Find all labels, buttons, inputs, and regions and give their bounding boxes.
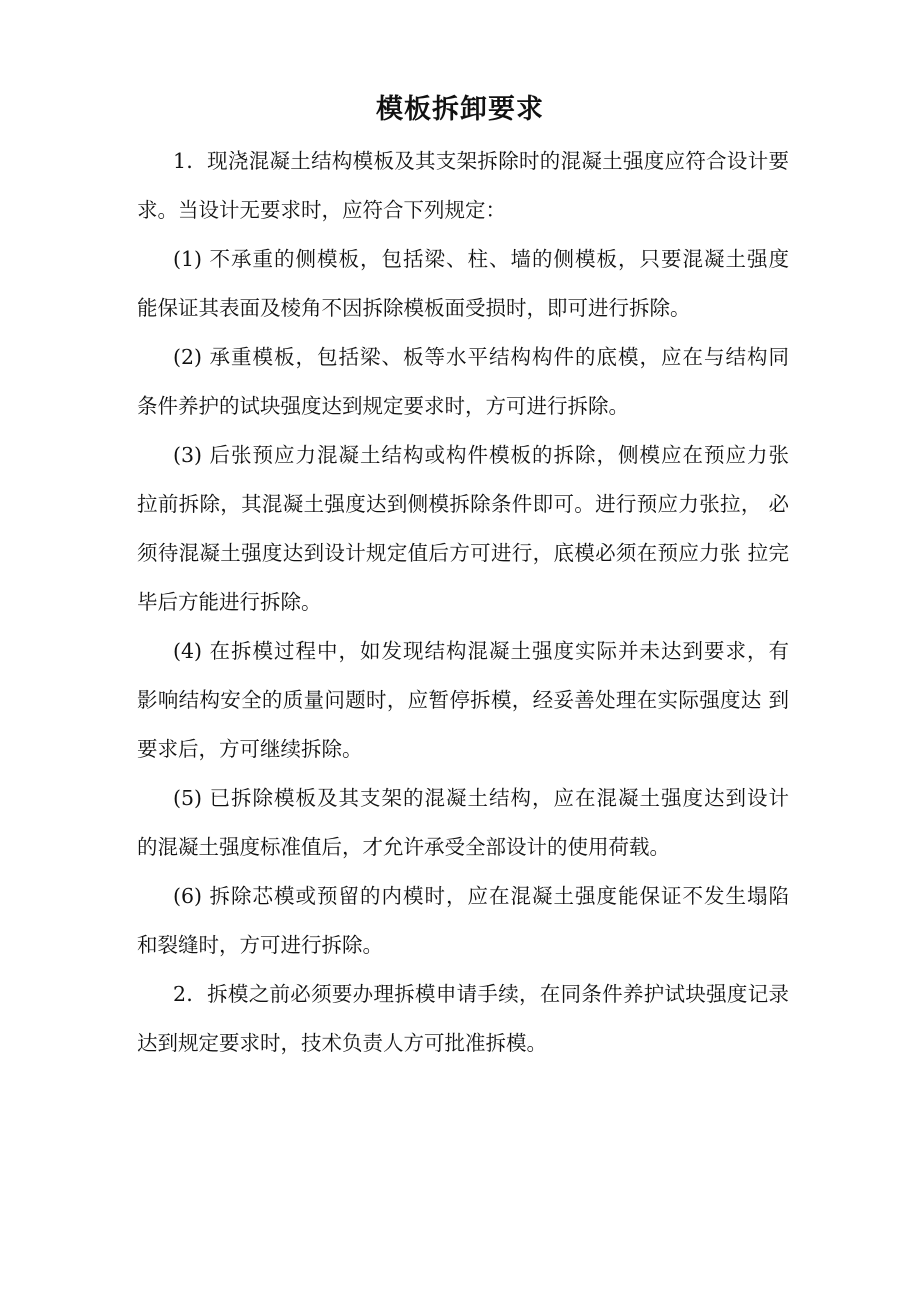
document-title: 模板拆卸要求: [376, 94, 544, 125]
paragraph-2: 2．拆模之前必须要办理拆模申请手续，在同条件养护试块强度记录达到规定要求时，技术负责人方可批准拆模。: [137, 982, 789, 1055]
paragraph-1: 1．现浇混凝土结构模板及其支架拆除时的混凝土强度应符合设计要求。当设计无要求时，应符合下列规定：: [137, 149, 789, 222]
document-body: [137, 137, 796, 1068]
paragraph-1-item-6: (6) 拆除芯模或预留的内模时，应在混凝土强度能保证不发生塌陷 和裂缝时，方可进行拆除。: [137, 884, 796, 957]
paragraph-1-item-5: (5) 已拆除模板及其支架的混凝土结构，应在混凝土强度达到设计 的混凝土强度标准值后，才允许承受全部设计的使用荷载。: [137, 786, 796, 859]
paragraph-1-item-2: (2) 承重模板，包括梁、板等水平结构构件的底模，应在与结构同 条件养护的试块强度达到规定要求时，方可进行拆除。: [137, 345, 796, 418]
paragraph-1-item-3: (3) 后张预应力混凝土结构或构件模板的拆除，侧模应在预应力张 拉前拆除，其混凝土强度达到侧模拆除条件即可。进行预应力张拉， 必须待混凝土强度达到设计规定值后方可进行，底模必须在预应力张 拉完毕后方能进行拆除。: [137, 443, 796, 614]
paragraph-1-item-4: (4) 在拆模过程中，如发现结构混凝土强度实际并未达到要求，有 影响结构安全的质量问题时，应暂停拆模，经妥善处理在实际强度达 到要求后，方可继续拆除。: [137, 639, 796, 761]
paragraph-1-item-1: (1) 不承重的侧模板，包括梁、柱、墙的侧模板，只要混凝土强度 能保证其表面及棱角不因拆除模板面受损时，即可进行拆除。: [137, 247, 796, 320]
